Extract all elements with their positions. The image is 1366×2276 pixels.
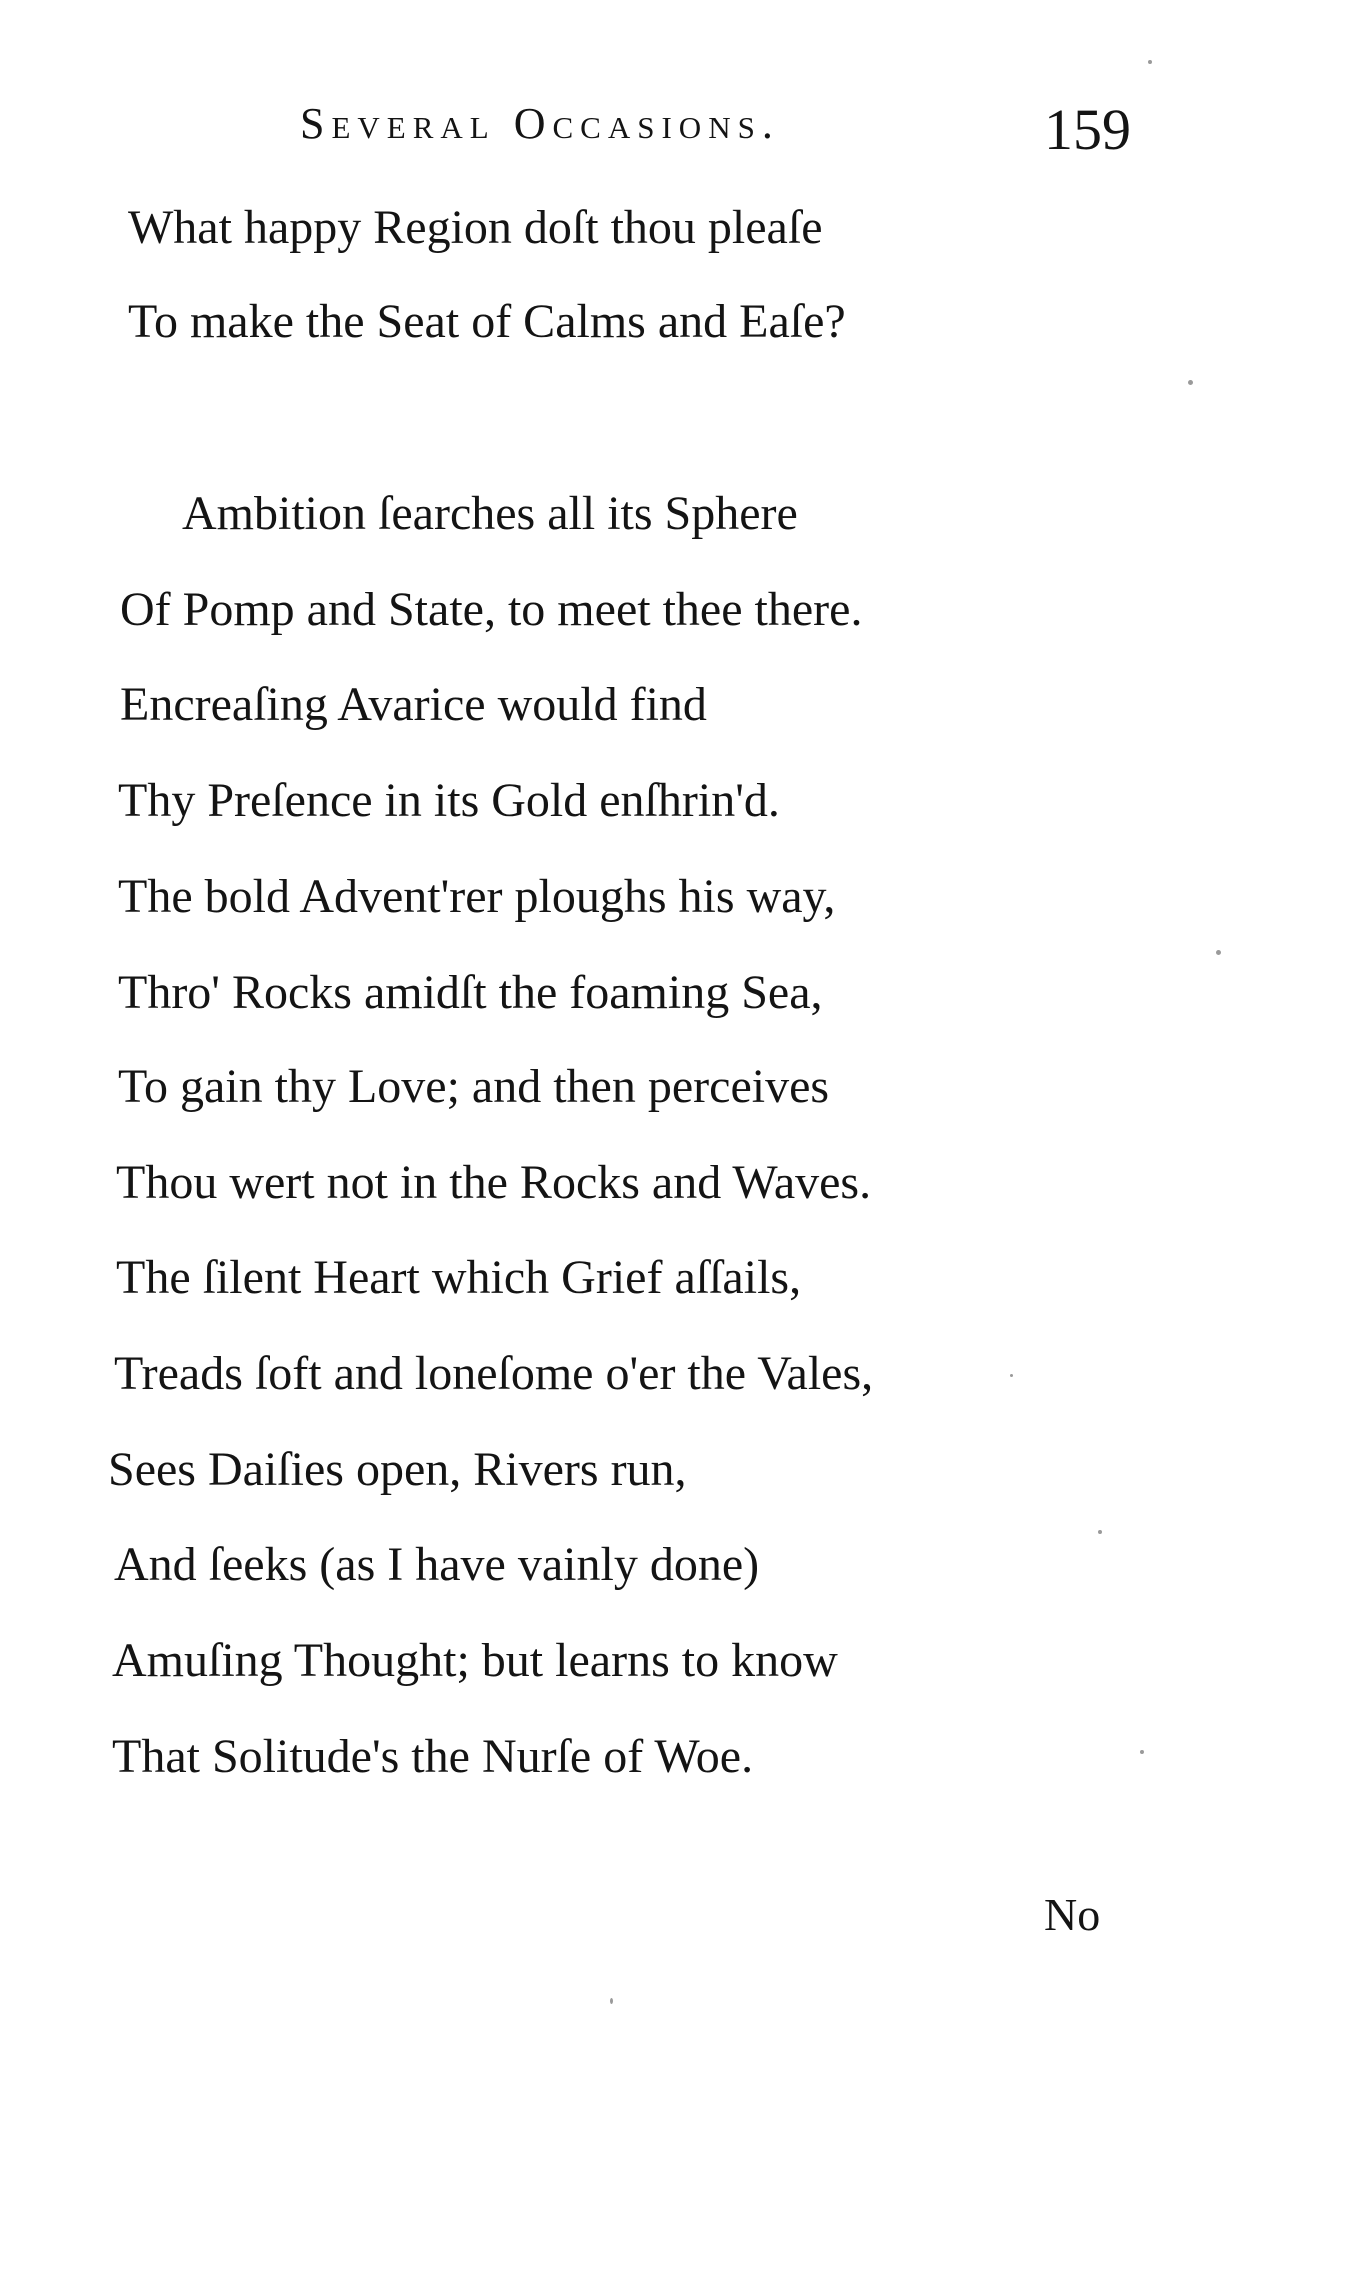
verse-line: Thy Preſence in its Gold enſhrin'd.: [118, 774, 780, 827]
print-speck: [1216, 950, 1221, 955]
verse-line: Amuſing Thought; but learns to know: [112, 1634, 838, 1687]
print-speck: [1140, 1750, 1144, 1754]
running-title: Several Occasions.: [300, 99, 780, 148]
verse-line: Of Pomp and State, to meet thee there.: [120, 583, 863, 636]
verse-line: What happy Region doſt thou pleaſe: [128, 201, 823, 254]
print-speck: [1098, 1530, 1102, 1534]
print-speck: [610, 1998, 613, 2004]
print-speck: [1010, 1374, 1013, 1377]
verse-line: To gain thy Love; and then perceives: [118, 1060, 830, 1113]
print-speck: [1188, 380, 1193, 385]
print-speck: [1148, 60, 1152, 64]
verse-line: The ſilent Heart which Grief aſſails,: [116, 1251, 802, 1304]
catchword: No: [1044, 1889, 1101, 1940]
verse-line: And ſeeks (as I have vainly done): [114, 1538, 760, 1591]
verse-line: Thro' Rocks amidſt the foaming Sea,: [118, 966, 823, 1019]
verse-line: Sees Daiſies open, Rivers run,: [108, 1443, 687, 1496]
verse-line: The bold Advent'rer ploughs his way,: [118, 870, 836, 923]
verse-line: Encreaſing Avarice would find: [120, 678, 707, 731]
verse-line: To make the Seat of Calms and Eaſe?: [128, 295, 846, 348]
page-number: 159: [1044, 97, 1131, 162]
verse-line: Thou wert not in the Rocks and Waves.: [116, 1156, 872, 1209]
verse-line: Ambition ſearches all its Sphere: [182, 487, 798, 540]
verse-line: That Solitude's the Nurſe of Woe.: [112, 1730, 754, 1783]
verse-line: Treads ſoft and loneſome o'er the Vales,: [114, 1347, 874, 1400]
